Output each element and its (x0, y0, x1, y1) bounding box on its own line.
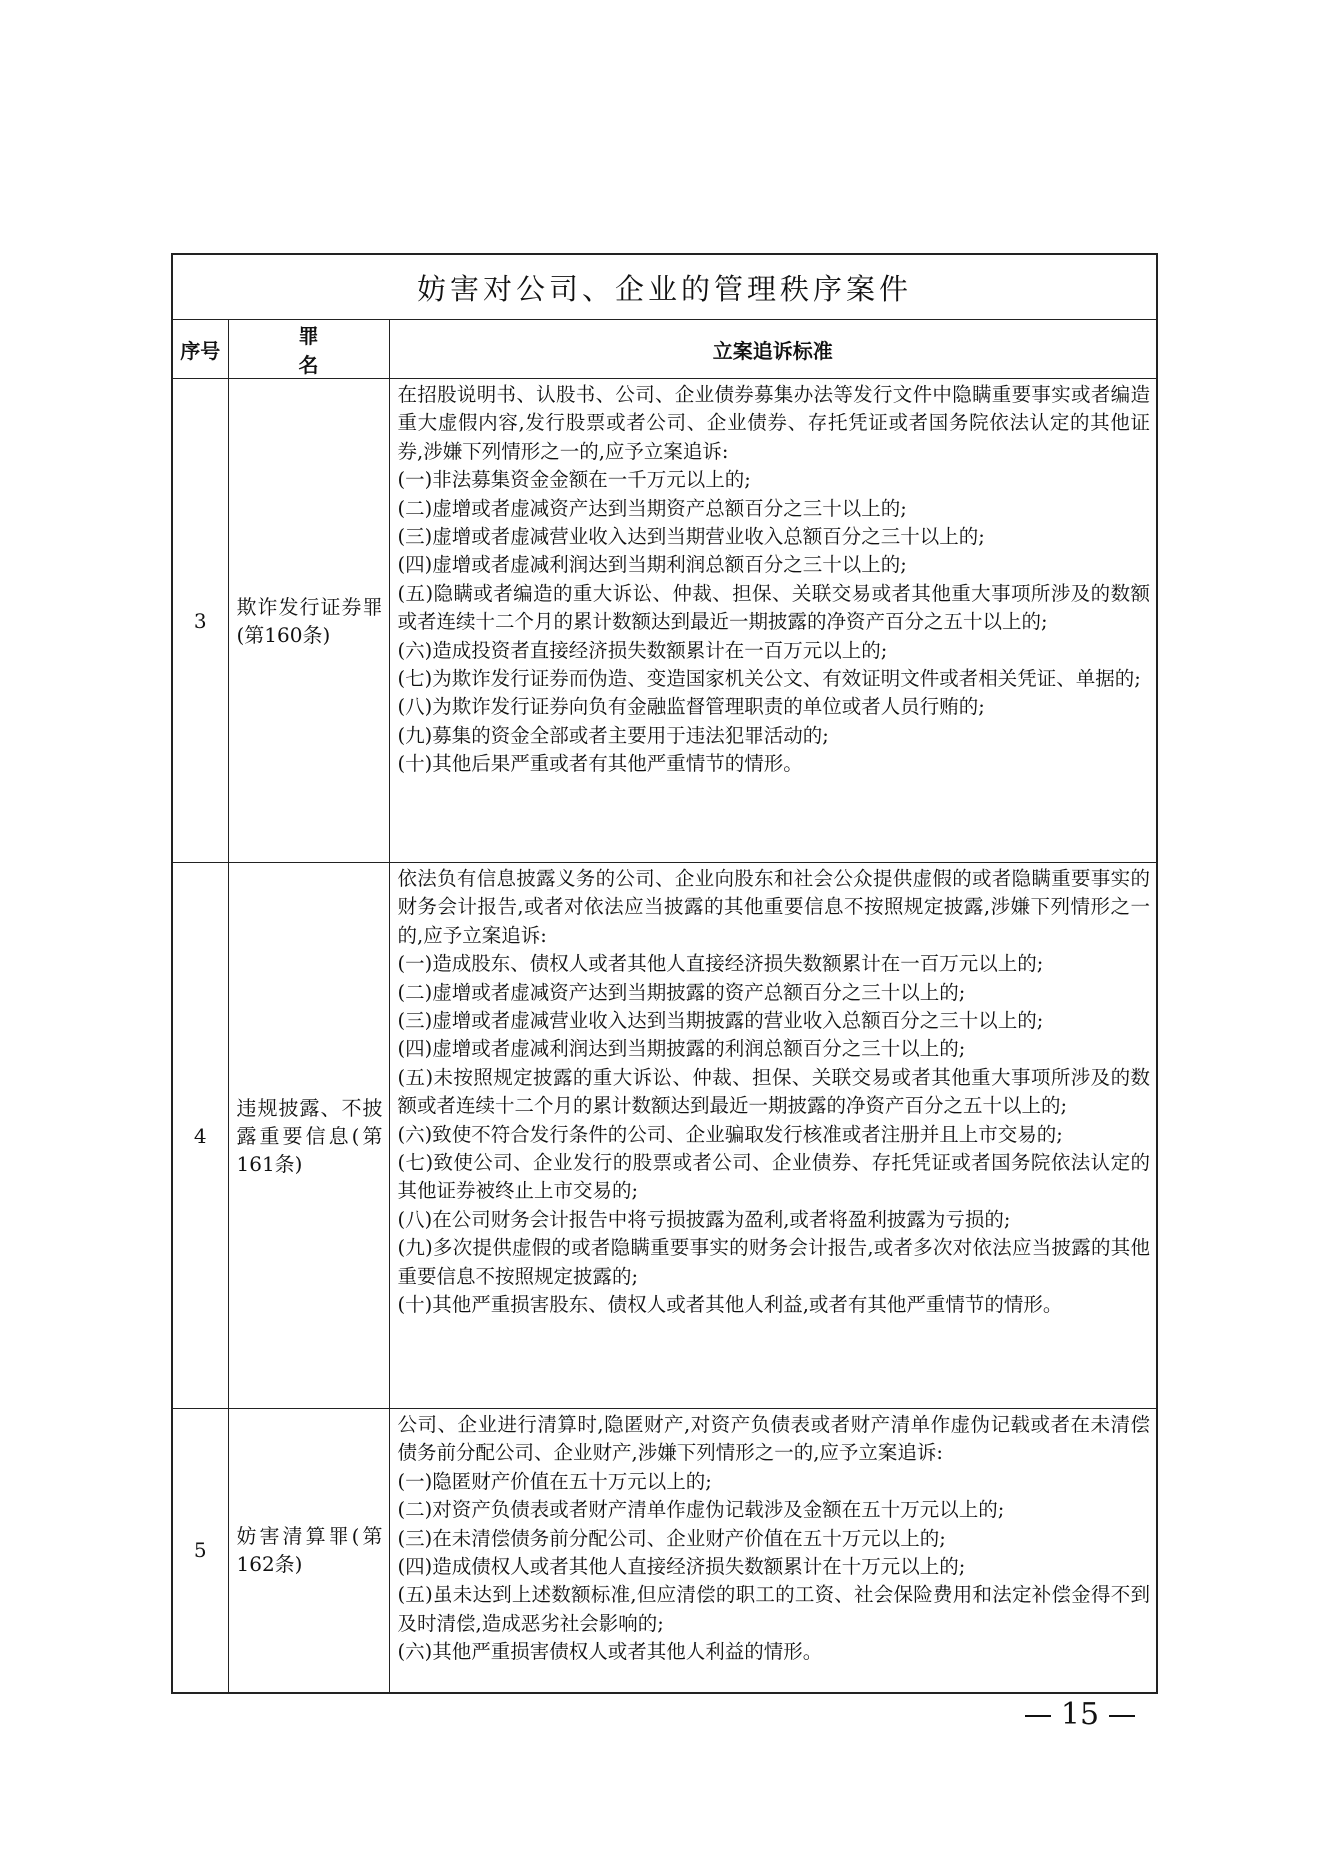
standard-line: (五)未按照规定披露的重大诉讼、仲裁、担保、关联交易或者其他重大事项所涉及的数额或者连续十二个月的累计数额达到最近一期披露的净资产百分之五十以上的; (397, 1065, 1150, 1118)
standard-line: (五)隐瞒或者编造的重大诉讼、仲裁、担保、关联交易或者其他重大事项所涉及的数额或者连续十二个月的累计数额达到最近一期披露的净资产百分之五十以上的; (397, 581, 1150, 634)
crime-name: 妨害清算罪(第162条) (228, 1409, 389, 1693)
standard-line: 依法负有信息披露义务的公司、企业向股东和社会公众提供虚假的或者隐瞒重要事实的财务会计报告,或者对依法应当披露的其他重要信息不按照规定披露,涉嫌下列情形之一的,应予立案追诉: (397, 867, 1150, 947)
standard-line: (四)造成债权人或者其他人直接经济损失数额累计在十万元以上的; (397, 1555, 966, 1579)
page-number (1010, 1697, 1150, 1732)
table-row (172, 379, 1157, 863)
crime-name: 欺诈发行证券罪(第160条) (228, 379, 389, 863)
row-number: 3 (172, 379, 228, 863)
standard-line: (八)在公司财务会计报告中将亏损披露为盈利,或者将盈利披露为亏损的; (397, 1207, 1011, 1231)
row-number: 5 (172, 1409, 228, 1693)
standard-line: (三)在未清偿债务前分配公司、企业财产价值在五十万元以上的; (397, 1526, 946, 1550)
standard-line: (二)虚增或者虚减资产达到当期披露的资产总额百分之三十以上的; (397, 980, 966, 1004)
header-name: 罪 名 (228, 320, 389, 379)
standard-line: (十)其他严重损害股东、债权人或者其他人利益,或者有其他严重情节的情形。 (397, 1293, 1063, 1317)
header-standard: 立案追诉标准 (389, 320, 1157, 379)
row-number: 4 (172, 863, 228, 1409)
standard-line: (一)造成股东、债权人或者其他人直接经济损失数额累计在一百万元以上的; (397, 952, 1044, 976)
standard-line: 在招股说明书、认股书、公司、企业债券募集办法等发行文件中隐瞒重要事实或者编造重大虚假内容,发行股票或者公司、企业债券、存托凭证或者国务院依法认定的其他证券,涉嫌下列情形之一的,应予立案追诉: (397, 383, 1150, 463)
filing-standard (389, 379, 1157, 863)
standard-line: (三)虚增或者虚减营业收入达到当期披露的营业收入总额百分之三十以上的; (397, 1009, 1044, 1033)
standard-line: (九)多次提供虚假的或者隐瞒重要事实的财务会计报告,或者多次对依法应当披露的其他重要信息不按照规定披露的; (397, 1236, 1150, 1288)
table-row (172, 1409, 1157, 1693)
crime-name: 违规披露、不披露重要信息(第161条) (228, 863, 389, 1409)
dash-right (1109, 1715, 1135, 1717)
standard-line: (六)致使不符合发行条件的公司、企业骗取发行核准或者注册并且上市交易的; (397, 1122, 1063, 1146)
standard-line: (四)虚增或者虚减利润达到当期利润总额百分之三十以上的; (397, 553, 907, 577)
standard-line: (七)为欺诈发行证券而伪造、变造国家机关公文、有效证明文件或者相关凭证、单据的; (397, 667, 1141, 691)
standard-line: (六)其他严重损害债权人或者其他人利益的情形。 (397, 1640, 823, 1664)
header-no: 序号 (172, 320, 228, 379)
table-row (172, 863, 1157, 1409)
page-number-text: 15 (1060, 1697, 1100, 1732)
criteria-table (171, 253, 1158, 1694)
standard-line: (二)虚增或者虚减资产达到当期资产总额百分之三十以上的; (397, 496, 907, 520)
standard-line: (十)其他后果严重或者有其他严重情节的情形。 (397, 752, 803, 776)
table-title: 妨害对公司、企业的管理秩序案件 (172, 254, 1157, 320)
filing-standard (389, 863, 1157, 1409)
standard-line: (五)虽未达到上述数额标准,但应清偿的职工的工资、社会保险费用和法定补偿金得不到及时清偿,造成恶劣社会影响的; (397, 1583, 1150, 1635)
standard-line: (一)非法募集资金金额在一千万元以上的; (397, 468, 751, 492)
standard-line: 公司、企业进行清算时,隐匿财产,对资产负债表或者财产清单作虚伪记载或者在未清偿债务前分配公司、企业财产,涉嫌下列情形之一的,应予立案追诉: (397, 1413, 1150, 1465)
standard-line: (二)对资产负债表或者财产清单作虚伪记载涉及金额在五十万元以上的; (397, 1498, 1005, 1522)
standard-line: (四)虚增或者虚减利润达到当期披露的利润总额百分之三十以上的; (397, 1037, 966, 1061)
filing-standard (389, 1409, 1157, 1693)
standard-line: (八)为欺诈发行证券向负有金融监督管理职责的单位或者人员行贿的; (397, 695, 985, 719)
standard-line: (七)致使公司、企业发行的股票或者公司、企业债券、存托凭证或者国务院依法认定的其他证券被终止上市交易的; (397, 1151, 1150, 1203)
standard-line: (六)造成投资者直接经济损失数额累计在一百万元以上的; (397, 638, 888, 662)
standard-line: (一)隐匿财产价值在五十万元以上的; (397, 1469, 712, 1493)
standard-line: (三)虚增或者虚减营业收入达到当期营业收入总额百分之三十以上的; (397, 525, 985, 549)
standard-line: (九)募集的资金全部或者主要用于违法犯罪活动的; (397, 723, 829, 747)
dash-left (1025, 1715, 1051, 1717)
